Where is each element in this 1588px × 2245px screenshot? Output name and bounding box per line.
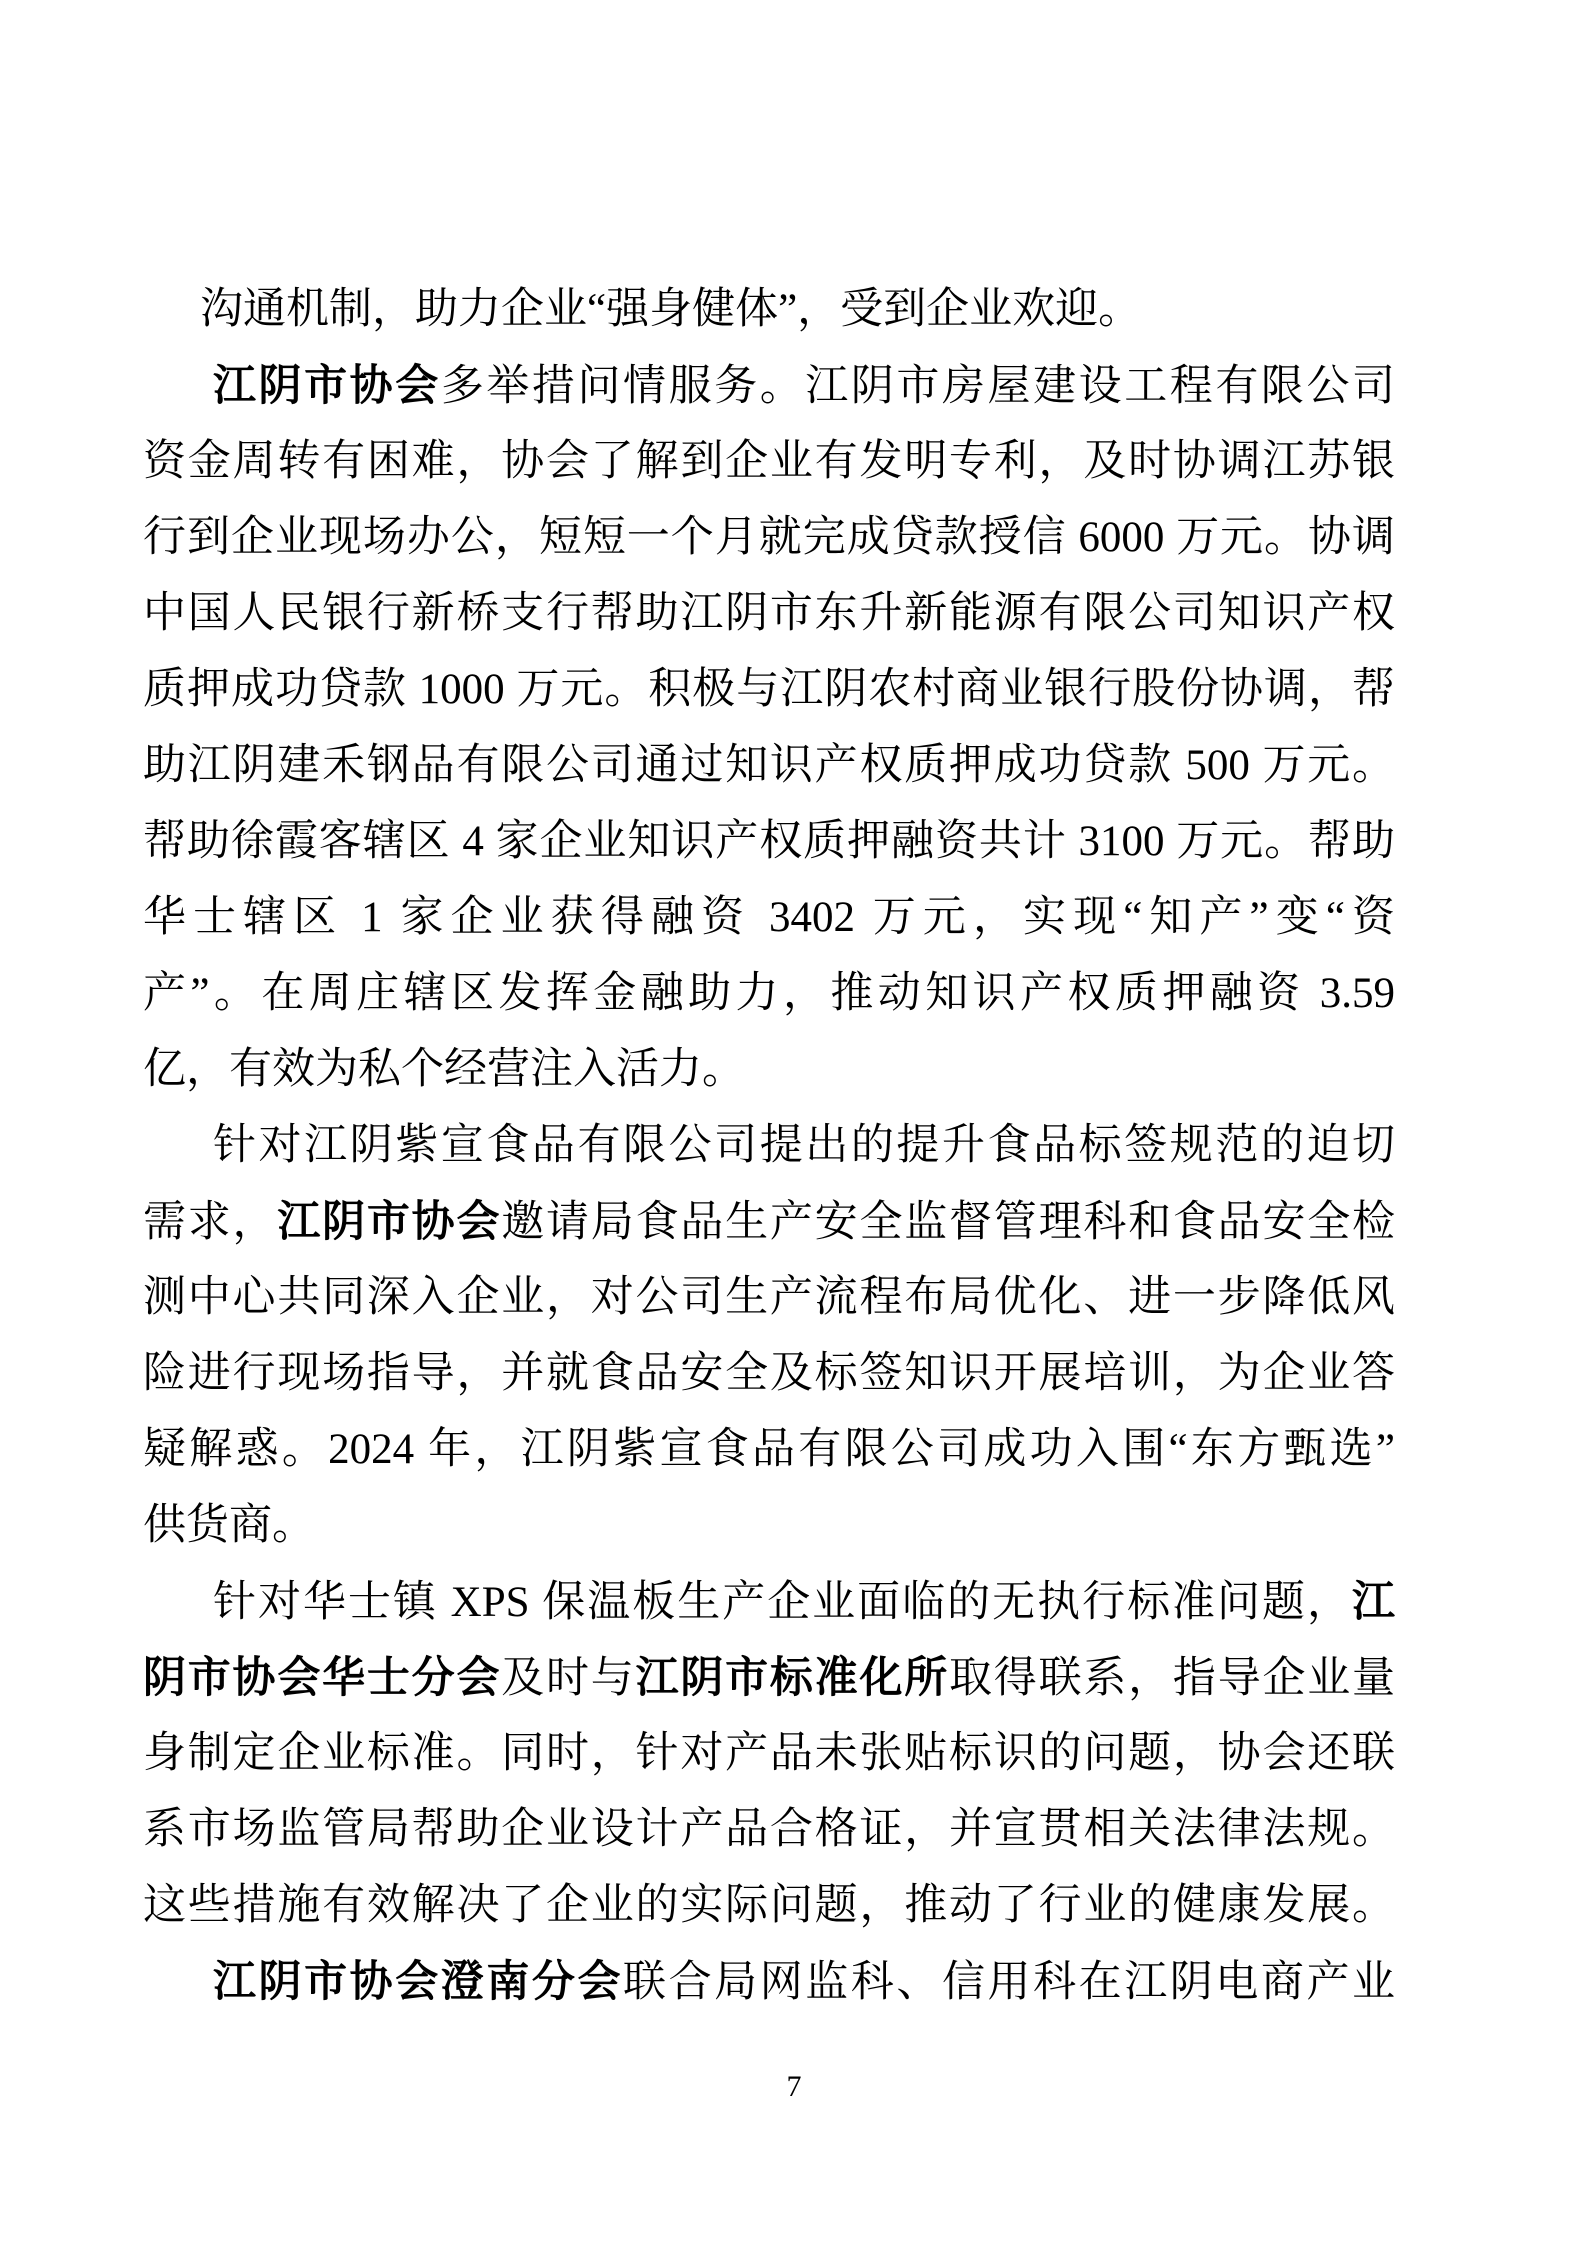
text-run: 华士辖区 1 家企业获得融资 3402 万元，实现“知产”变“资 (143, 894, 1395, 941)
text-run: 沟通机制，助力企业“强身健体”，受到企业欢迎。 (200, 286, 1142, 333)
text-line (143, 424, 1395, 500)
text-line (143, 1260, 1395, 1336)
text-line (143, 1336, 1395, 1412)
text-run: 行到企业现场办公，短短一个月就完成贷款授信 6000 万元。协调 (143, 514, 1395, 561)
text-line (143, 652, 1395, 728)
text-line (143, 1412, 1395, 1488)
text-run: 测中心共同深入企业，对公司生产流程布局优化、进一步降低风 (143, 1274, 1395, 1321)
text-run: 中国人民银行新桥支行帮助江阴市东升新能源有限公司知识产权 (143, 590, 1395, 637)
paragraph-xps-standard (143, 1564, 1395, 1944)
text-run: 亿，有效为私个经营注入活力。 (143, 1046, 745, 1093)
text-line (143, 1716, 1395, 1792)
paragraph-chengnan-branch (143, 1944, 1395, 2020)
text-run: 质押成功贷款 1000 万元。积极与江阴农村商业银行股份协调，帮 (143, 666, 1395, 713)
text-line (143, 956, 1395, 1032)
emphasized-term: 江阴市标准化所 (635, 1654, 950, 1702)
text-line (143, 1944, 1395, 2020)
emphasized-term: 江阴市协会 (277, 1198, 502, 1246)
text-run: 系市场监管局帮助企业设计产品合格证，并宣贯相关法律法规。 (143, 1806, 1395, 1853)
page-footer (0, 2070, 1588, 2104)
text-run: 疑解惑。2024 年，江阴紫宣食品有限公司成功入围“东方甄选” (143, 1426, 1395, 1473)
text-run: 资金周转有困难，协会了解到企业有发明专利，及时协调江苏银 (143, 438, 1395, 485)
text-run: 及时与 (501, 1655, 636, 1702)
document-body (143, 272, 1395, 2020)
text-line (143, 1488, 1395, 1564)
paragraph-food-label (143, 1108, 1395, 1564)
text-run: 多举措问情服务。江阴市房屋建设工程有限公司 (440, 363, 1395, 410)
text-run: 身制定企业标准。同时，针对产品未张贴标识的问题，协会还联 (143, 1730, 1395, 1777)
text-line (143, 272, 1395, 348)
text-line (143, 576, 1395, 652)
text-line (143, 1032, 1395, 1108)
text-run: 邀请局食品生产安全监督管理科和食品安全检 (501, 1199, 1395, 1246)
text-run: 取得联系，指导企业量 (949, 1655, 1395, 1702)
text-run: 产”。在周庄辖区发挥金融助力，推动知识产权质押融资 3.59 (143, 970, 1395, 1017)
text-run: 针对华士镇 XPS 保温板生产企业面临的无执行标准问题， (213, 1579, 1352, 1626)
emphasized-term: 江阴市协会澄南分会 (213, 1958, 624, 2006)
text-run: 供货商。 (143, 1502, 315, 1549)
text-line (143, 1640, 1395, 1716)
text-run: 助江阴建禾钢品有限公司通过知识产权质押成功贷款 500 万元。 (143, 742, 1395, 789)
text-line (143, 804, 1395, 880)
emphasized-term: 江阴市协会 (213, 362, 441, 410)
text-line (143, 500, 1395, 576)
paragraph-continuation (143, 272, 1395, 348)
emphasized-term: 江 (1352, 1578, 1395, 1626)
text-line (143, 1184, 1395, 1260)
text-run: 这些措施有效解决了企业的实际问题，推动了行业的健康发展。 (143, 1882, 1395, 1929)
text-line (143, 1868, 1395, 1944)
text-run: 针对江阴紫宣食品有限公司提出的提升食品标签规范的迫切 (213, 1122, 1395, 1169)
text-line (143, 1108, 1395, 1184)
text-line (143, 348, 1395, 424)
text-run: 需求， (143, 1199, 278, 1246)
text-line (143, 1792, 1395, 1868)
text-run: 帮助徐霞客辖区 4 家企业知识产权质押融资共计 3100 万元。帮助 (143, 818, 1395, 865)
text-run: 险进行现场指导，并就食品安全及标签知识开展培训，为企业答 (143, 1350, 1395, 1397)
emphasized-term: 阴市协会华士分会 (143, 1654, 502, 1702)
page-number: 7 (786, 2070, 802, 2103)
text-run: 联合局网监科、信用科在江阴电商产业 (623, 1959, 1395, 2006)
paragraph-finance-services (143, 348, 1395, 1108)
text-line (143, 728, 1395, 804)
text-line (143, 880, 1395, 956)
text-line (143, 1564, 1395, 1640)
